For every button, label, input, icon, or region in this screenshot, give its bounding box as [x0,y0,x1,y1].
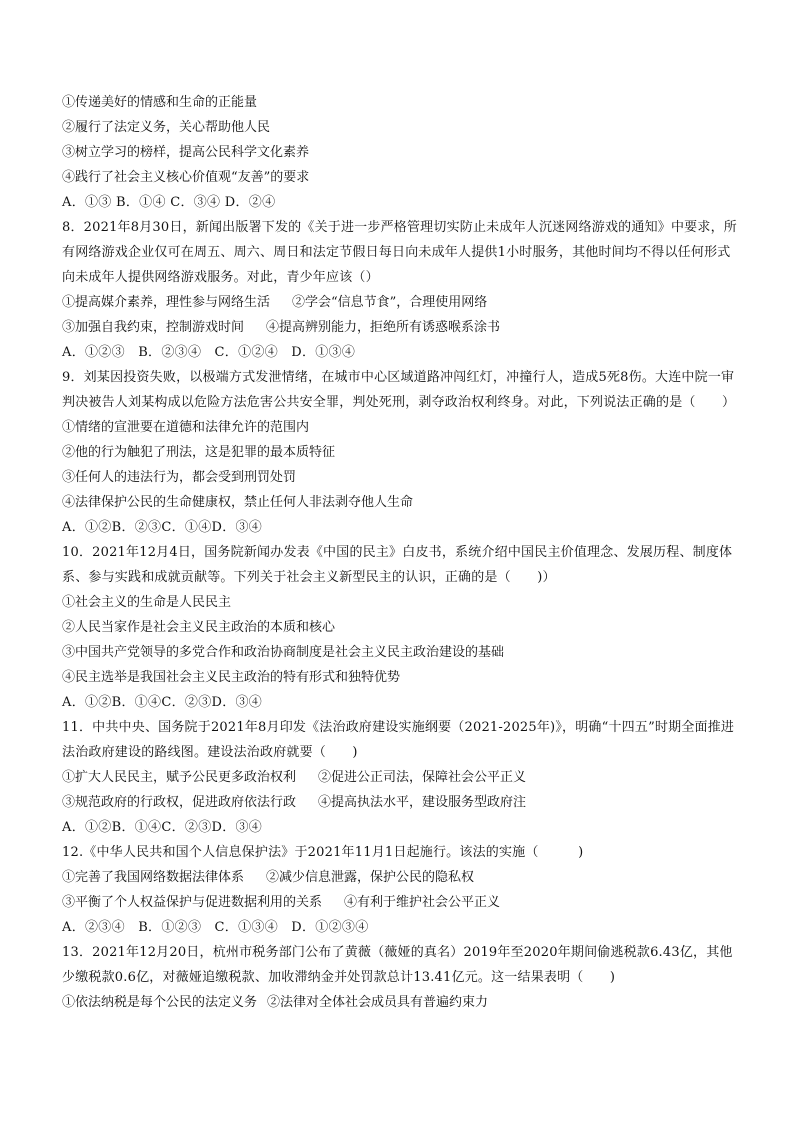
q11-answers: A．①②B．①④C．②③D．③④ [62,820,263,835]
q10-option-2: ②人民当家作是社会主义民主政治的本质和核心 [62,620,336,635]
q8-stem: 8．2021年8月30日，新闻出版署下发的《关于进一步严格管理切实防止未成年人沉迷网络游戏的通知》中要求，所有网络游戏企业仅可在周五、周六、周日和法定节假日每日向未成年人提供1小时服务，其他时间均不得以任何形式向未成年人提供网络游戏服务。对此，青少年应该（） [62,220,737,285]
q10-option-1: ①社会主义的生命是人民民主 [62,595,232,610]
q7-option-1: ①传递美好的情感和生命的正能量 [62,95,258,110]
q12-options-row-2 [62,890,742,915]
q11-options-row-2 [62,790,742,815]
q8-option-3: ③加强自我约束，控制游戏时间 [62,320,245,335]
q10-answers: A．①②B．①④C．②③D．③④ [62,695,263,710]
q12-answers: A．②③④ B．①②③ C．①③④ D．①②③④ [62,920,369,935]
q8-options-row-1 [62,290,742,315]
q9-option-3: ③任何人的违法行为，都会受到刑罚处罚 [62,470,297,485]
question-13 [62,940,742,1015]
q8-option-2: ②学会“信息节食”，合理使用网络 [292,295,488,310]
q8-option-1: ①提高媒介素养，理性参与网络生活 [62,295,271,310]
q13-options-row-1 [62,990,742,1015]
q13-option-2: ②法律对全体社会成员具有普遍约束力 [267,995,489,1010]
question-11 [62,715,742,840]
q12-option-3: ③平衡了个人权益保护与促进数据利用的关系 [62,895,323,910]
question-7-tail [62,90,742,215]
q9-option-2: ②他的行为触犯了刑法，这是犯罪的最本质特征 [62,445,336,460]
q11-option-4: ④提高执法水平，建设服务型政府注 [318,795,527,810]
q7-answers: A．①③ B．①④ C．③④ D．②④ [62,195,276,210]
question-8 [62,215,742,365]
q11-option-3: ③规范政府的行政权，促进政府依法行政 [62,795,297,810]
q12-option-1: ①完善了我国网络数据法律体系 [62,870,245,885]
exam-page [62,90,742,1015]
q11-option-2: ②促进公正司法，保障社会公平正义 [318,770,527,785]
q7-option-3: ③树立学习的榜样，提高公民科学文化素养 [62,145,310,160]
q7-option-2: ②履行了法定义务，关心帮助他人民 [62,120,271,135]
question-12 [62,840,742,940]
q7-option-4: ④践行了社会主义核心价值观“友善”的要求 [62,170,310,185]
q12-options-row-1 [62,865,742,890]
q12-stem: 12.《中华人民共和国个人信息保护法》于2021年11月1日起施行。该法的实施（ ) [62,845,584,860]
q11-options-row-1 [62,765,742,790]
question-10 [62,540,742,715]
q8-option-4: ④提高辨别能力，拒绝所有诱惑喉系涂书 [266,320,501,335]
q8-options-row-2 [62,315,742,340]
q11-stem: 11．中共中央、国务院于2021年8月印发《法治政府建设实施纲要（2021-2025年)》，明确“十四五”时期全面推进法治政府建设的路线图。建设法治政府就要（ ) [62,720,735,760]
q10-option-3: ③中国共产党领导的多党合作和政治协商制度是社会主义民主政治建设的基础 [62,645,505,660]
q12-option-2: ②减少信息泄露，保护公民的隐私权 [266,870,475,885]
q10-option-4: ④民主选举是我国社会主义民主政治的特有形式和独特优势 [62,670,401,685]
q9-stem: 9．刘某因投资失败，以极端方式发泄情绪，在城市中心区域道路冲闯红灯，冲撞行人，造成5死8伤。大连中院一审判决被告人刘某构成以危险方法危害公共安全罪，判处死刑，剥夺政治权利终身。对此，下列说法正确的是（ ） [62,370,736,410]
q9-answers: A．①②B．②③C．①④D．③④ [62,520,263,535]
q10-stem: 10．2021年12月4日，国务院新闻办发表《中国的民主》白皮书，系统介绍中国民主价值理念、发展历程、制度体系、参与实践和成就贡献等。下列关于社会主义新型民主的认识，正确的是（ )） [62,545,733,585]
q12-option-4: ④有利于维护社会公平正义 [344,895,501,910]
q9-option-1: ①情绪的宣泄要在道德和法律允许的范围内 [62,420,310,435]
q13-option-1: ①依法纳税是每个公民的法定义务 [62,995,258,1010]
q8-answers: A．①②③ B．②③④ C．①②④ D．①③④ [62,345,356,360]
q9-option-4: ④法律保护公民的生命健康权，禁止任何人非法剥夺他人生命 [62,495,414,510]
q11-option-1: ①扩大人民民主，赋予公民更多政治权利 [62,770,297,785]
question-9 [62,365,742,540]
q13-stem: 13．2021年12月20日，杭州市税务部门公布了黄薇（薇娅的真名）2019年至2020年期间偷逃税款6.43亿，其他少缴税款0.6亿，对薇娅追缴税款、加收滞纳金并处罚款总计13.41亿元。这一结果表明（ ) [62,945,733,985]
